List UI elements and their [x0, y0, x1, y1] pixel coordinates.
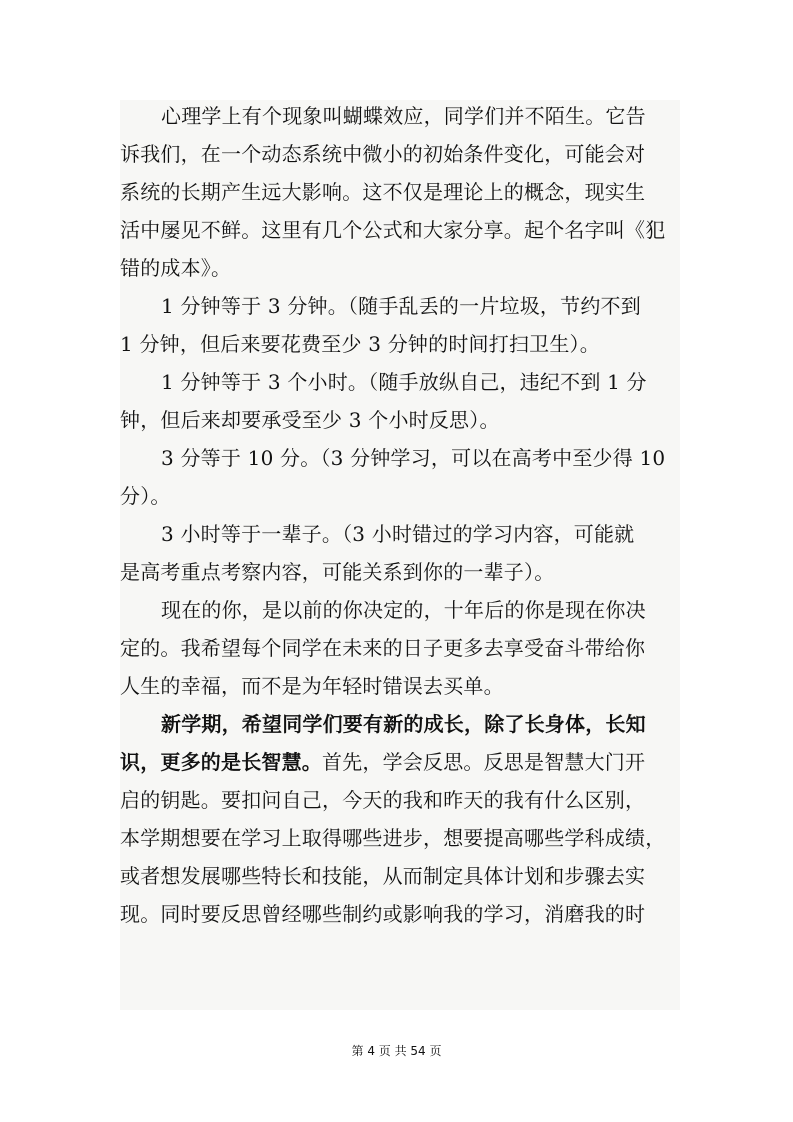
paragraph-6-line-3: 人生的幸福，而不是为年轻时错误去买单。	[120, 674, 504, 698]
document-text-block	[120, 100, 680, 1010]
paragraph-3-line-1: 1 分钟等于 3 个小时。（随手放纵自己，违纪不到 1 分	[161, 370, 647, 394]
page-number-label: 第 4 页 共 54 页	[351, 1044, 442, 1058]
paragraph-7-line-5: 或者想发展哪些特长和技能，从而制定具体计划和步骤去实	[120, 864, 646, 888]
paragraph-7-line-3: 启的钥匙。要扣问自己，今天的我和昨天的我有什么区别，	[120, 788, 646, 812]
paragraph-7-line-2-bold: 识，更多的是长智慧。	[120, 750, 322, 774]
paragraph-1-line-3: 系统的长期产生远大影响。这不仅是理论上的概念，现实生	[120, 180, 646, 204]
paragraph-7-line-2	[120, 750, 645, 774]
paragraph-7-line-4: 本学期想要在学习上取得哪些进步，想要提高哪些学科成绩，	[120, 826, 666, 850]
paragraph-5-line-2: 是高考重点考察内容，可能关系到你的一辈子）。	[120, 560, 555, 584]
paragraph-7-line-6: 现。同时要反思曾经哪些制约或影响我的学习，消磨我的时	[120, 902, 646, 926]
paragraph-2-line-1: 1 分钟等于 3 分钟。（随手乱丢的一片垃圾，节约不到	[161, 294, 641, 318]
paragraph-6-line-1: 现在的你，是以前的你决定的，十年后的你是现在你决	[161, 598, 646, 622]
paragraph-3-line-2: 钟，但后来却要承受至少 3 个小时反思）。	[120, 408, 500, 432]
paragraph-5-line-1: 3 小时等于一辈子。（3 小时错过的学习内容，可能就	[161, 522, 635, 546]
paragraph-4-line-2: 分）。	[120, 484, 171, 508]
paragraph-1-line-4: 活中屡见不鲜。这里有几个公式和大家分享。起个名字叫《犯	[120, 218, 666, 242]
page-footer	[0, 1044, 793, 1058]
paragraph-7-line-2-tail: 首先，学会反思。反思是智慧大门开	[322, 750, 646, 774]
paragraph-4-line-1: 3 分等于 10 分。（3 分钟学习，可以在高考中至少得 10	[161, 446, 666, 470]
paragraph-7-line-1: 新学期，希望同学们要有新的成长，除了长身体，长知	[161, 712, 646, 736]
paragraph-1-line-5: 错的成本》。	[120, 256, 232, 280]
paragraph-6-line-2: 定的。我希望每个同学在未来的日子更多去享受奋斗带给你	[120, 636, 646, 660]
paragraph-1-line-1: 心理学上有个现象叫蝴蝶效应，同学们并不陌生。它告	[161, 104, 646, 128]
paragraph-2-line-2: 1 分钟，但后来要花费至少 3 分钟的时间打扫卫生）。	[120, 332, 600, 356]
paragraph-1-line-2: 诉我们，在一个动态系统中微小的初始条件变化，可能会对	[120, 142, 646, 166]
